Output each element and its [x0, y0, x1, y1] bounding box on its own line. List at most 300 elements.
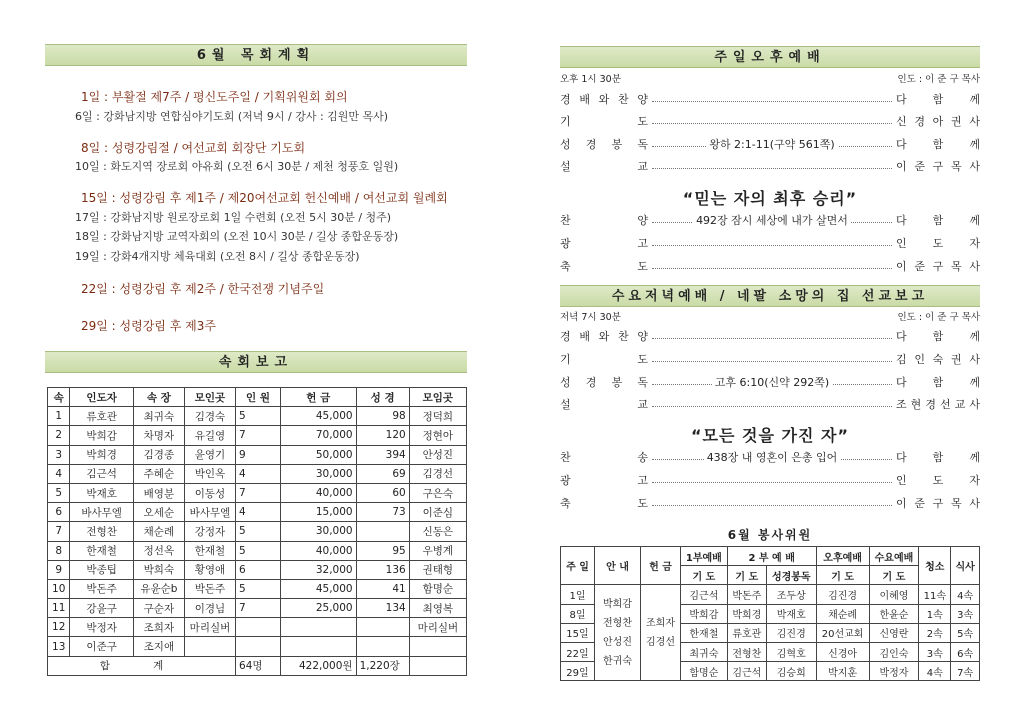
dot-leader — [652, 338, 892, 339]
table-cell: 98 — [356, 407, 409, 426]
label-char: 고 — [637, 237, 648, 250]
duty-cell: 박돈주 — [727, 585, 766, 604]
sunday-order-line — [560, 112, 980, 132]
table-row — [48, 503, 467, 522]
table-cell: 강정자 — [184, 522, 235, 541]
column-header: 헌 금 — [641, 547, 681, 585]
table-cell: 45,000 — [280, 579, 356, 598]
table-cell: 4 — [236, 464, 281, 483]
table-cell: 조희자 — [133, 618, 184, 637]
table-cell: 박희숙 — [133, 560, 184, 579]
person-char: 함 — [932, 330, 944, 343]
table-cell: 박돈주 — [184, 579, 235, 598]
wed-order-after-line — [560, 494, 980, 514]
table-cell: 정현아 — [409, 426, 466, 445]
sunday-order-after-detail — [652, 211, 892, 231]
column-header: 식사 — [951, 547, 980, 585]
total-bible: 1,220장 — [356, 656, 409, 675]
person-char: 함 — [932, 138, 944, 151]
guide-name: 한귀숙 — [603, 655, 632, 667]
week-cell: 22일 — [561, 642, 595, 661]
plan-title-banner: 6월 목회계획 — [45, 44, 467, 66]
person-char: 준 — [914, 260, 925, 273]
plan-item: 29일 : 성령강림 후 제3주 — [81, 319, 216, 333]
label-char: 성 — [560, 138, 571, 151]
duty-cell: 4속 — [919, 662, 951, 681]
table-cell — [236, 618, 281, 637]
table-cell: 박종팁 — [70, 560, 133, 579]
sunday-order-after-person — [894, 211, 980, 231]
person-char: 목 — [950, 260, 962, 273]
column-header: 2 부 예 배 — [727, 547, 816, 566]
table-cell: 이준구 — [70, 637, 133, 656]
table-cell: 류호관 — [70, 407, 133, 426]
table-header-row — [48, 388, 467, 407]
wed-order-person — [894, 373, 980, 393]
person-char: 께 — [969, 93, 980, 106]
label-char: 봉 — [611, 376, 623, 389]
duty-cell: 박희감 — [681, 604, 728, 623]
wed-pm-leader: 인도 : 이 준 구 목사 — [897, 312, 980, 323]
sunday-order-after-label — [560, 211, 648, 231]
table-cell: 이준심 — [409, 503, 466, 522]
label-char: 축 — [560, 497, 571, 510]
wed-order-detail — [652, 373, 892, 393]
plan-item: 17일 : 강화남지방 원로장로회 1일 수련회 (오전 5시 30분 / 청주) — [75, 211, 392, 224]
label-char: 도 — [637, 115, 648, 128]
person-char: 께 — [969, 451, 980, 464]
table-cell: 박돈주 — [70, 579, 133, 598]
table-cell: 김경종 — [133, 445, 184, 464]
week-cell: 15일 — [561, 623, 595, 642]
table-cell: 15,000 — [280, 503, 356, 522]
table-cell: 60 — [356, 483, 409, 502]
table-cell: 45,000 — [280, 407, 356, 426]
table-cell: 5 — [48, 483, 70, 502]
dot-leader — [652, 406, 892, 407]
table-cell — [356, 618, 409, 637]
label-char: 교 — [637, 160, 648, 173]
table-cell: 9 — [236, 445, 281, 464]
duty-cell: 김근석 — [727, 662, 766, 681]
person-char: 사 — [969, 160, 980, 173]
wed-order-after-person — [894, 448, 980, 468]
column-header: 인도자 — [70, 388, 133, 407]
plan-item: 18일 : 강화남지방 교역자회의 (오전 10시 30분 / 길상 종합운동장) — [75, 230, 399, 243]
sunday-order-after-person — [894, 257, 980, 277]
table-cell: 정덕희 — [409, 407, 466, 426]
table-row — [561, 585, 980, 604]
wed-pm-sermon-title: “모든 것을 가진 자” — [691, 426, 849, 445]
wed-order-label — [560, 327, 648, 347]
sunday-order-after-label — [560, 257, 648, 277]
plan-item: 8일 : 성령강림절 / 여선교회 회장단 기도회 — [81, 141, 306, 155]
table-cell: 김근석 — [70, 464, 133, 483]
table-cell: 한재철 — [70, 541, 133, 560]
table-row — [48, 637, 467, 656]
duty-cell: 김진경 — [816, 585, 869, 604]
sunday-order-line — [560, 135, 980, 155]
table-cell: 69 — [356, 464, 409, 483]
label-char: 송 — [637, 451, 648, 464]
person-char: 목 — [950, 497, 962, 510]
sunday-order-label — [560, 135, 648, 155]
duty-cell: 김혁호 — [766, 642, 816, 661]
wed-order-after-person — [894, 494, 980, 514]
duty-cell: 11속 — [919, 585, 951, 604]
person-char: 준 — [914, 160, 925, 173]
label-char: 와 — [598, 330, 610, 343]
person-char: 인 — [896, 474, 907, 487]
person-char: 다 — [896, 93, 907, 106]
duty-cell: 2속 — [919, 623, 951, 642]
person-char: 께 — [969, 330, 980, 343]
table-cell: 41 — [356, 579, 409, 598]
table-cell: 윤영기 — [184, 445, 235, 464]
sunday-pm-sermon-title: “믿는 자의 최후 승리” — [682, 189, 858, 208]
person-char: 아 — [932, 115, 944, 128]
label-char: 도 — [637, 260, 648, 273]
wed-order-after-label — [560, 448, 648, 468]
table-row — [48, 464, 467, 483]
table-cell: 박재호 — [70, 483, 133, 502]
person-char: 다 — [896, 330, 907, 343]
duty-cell: 6속 — [951, 642, 980, 661]
cell-report-title-banner: 속회보고 — [45, 351, 467, 373]
table-row — [48, 579, 467, 598]
person-char: 인 — [896, 237, 907, 250]
plan-item: 15일 : 성령강림 후 제1주 / 제20여선교회 헌신예배 / 여선교회 월례회 — [81, 191, 448, 205]
sunday-order-label — [560, 157, 648, 177]
table-cell: 채순례 — [133, 522, 184, 541]
table-cell: 강윤구 — [70, 599, 133, 618]
duty-cell: 4속 — [951, 585, 980, 604]
detail-text: 왕하 2:1-11(구약 561쪽) — [706, 138, 837, 151]
person-char: 사 — [969, 115, 980, 128]
duty-cell: 5속 — [951, 623, 980, 642]
duty-cell: 20선교회 — [816, 623, 869, 642]
plan-item: 6일 : 강화남지방 연합심야기도회 (저녁 9시 / 강사 : 김원만 목사) — [75, 110, 389, 123]
label-char: 봉 — [611, 138, 623, 151]
table-cell: 바사무엘 — [184, 503, 235, 522]
table-cell: 구은숙 — [409, 483, 466, 502]
sunday-pm-time-row — [560, 73, 980, 87]
table-cell: 7 — [236, 483, 281, 502]
table-cell: 5 — [236, 579, 281, 598]
person-char: 다 — [896, 138, 907, 151]
dot-leader — [652, 101, 892, 102]
table-row — [48, 560, 467, 579]
table-cell: 7 — [48, 522, 70, 541]
label-char: 설 — [560, 160, 571, 173]
table-cell: 394 — [356, 445, 409, 464]
total-people: 64명 — [236, 656, 281, 675]
table-cell: 최귀숙 — [133, 407, 184, 426]
table-cell: 73 — [356, 503, 409, 522]
label-char: 경 — [585, 138, 597, 151]
table-cell: 120 — [356, 426, 409, 445]
dot-leader — [652, 268, 892, 269]
wed-pm-title-banner: 수요저녁예배 / 네팔 소망의 집 선교보고 — [560, 285, 980, 307]
table-cell: 이경님 — [184, 599, 235, 618]
duty-cell: 박재호 — [766, 604, 816, 623]
person-char: 구 — [932, 260, 944, 273]
wed-order-label — [560, 350, 648, 370]
week-cell: 1일 — [561, 585, 595, 604]
sunday-order-after-label — [560, 234, 648, 254]
person-char: 함 — [932, 376, 944, 389]
sunday-order-label — [560, 90, 648, 110]
person-char: 조 — [896, 398, 907, 411]
duty-cell: 1속 — [919, 604, 951, 623]
detail-text: 492장 잠시 세상에 내가 살면서 — [693, 214, 851, 227]
offering-cell — [641, 585, 681, 681]
detail-text: 438장 내 영혼이 은총 입어 — [704, 451, 841, 464]
column-header: 오후예배 — [816, 547, 869, 566]
guide-cell — [595, 585, 641, 681]
table-cell: 안성진 — [409, 445, 466, 464]
label-char: 독 — [637, 138, 648, 151]
table-cell: 4 — [236, 503, 281, 522]
table-cell: 9 — [48, 560, 70, 579]
week-cell: 29일 — [561, 662, 595, 681]
wed-order-after-label — [560, 471, 648, 491]
label-char: 찬 — [560, 214, 571, 227]
table-header-row — [561, 547, 980, 566]
person-char: 함 — [932, 214, 944, 227]
sunday-order-person — [894, 135, 980, 155]
table-cell: 주혜순 — [133, 464, 184, 483]
week-cell: 8일 — [561, 604, 595, 623]
column-header: 모임곳 — [409, 388, 466, 407]
sunday-order-after-line — [560, 234, 980, 254]
column-subheader: 기 도 — [816, 566, 869, 585]
label-char: 배 — [579, 330, 590, 343]
table-cell: 40,000 — [280, 483, 356, 502]
person-char: 함 — [932, 451, 944, 464]
plan-item: 1일 : 부활절 제7주 / 평신도주일 / 기획위원회 회의 — [81, 90, 348, 104]
table-cell: 5 — [236, 541, 281, 560]
column-header: 모인곳 — [184, 388, 235, 407]
table-cell: 전형찬 — [70, 522, 133, 541]
table-cell: 구순자 — [133, 599, 184, 618]
person-char: 이 — [896, 497, 907, 510]
column-header: 안 내 — [595, 547, 641, 585]
table-cell — [236, 637, 281, 656]
label-char: 양 — [637, 330, 648, 343]
table-cell: 40,000 — [280, 541, 356, 560]
duty-cell: 한윤순 — [869, 604, 919, 623]
table-row — [48, 483, 467, 502]
service-committee-title: 6월 봉사위원 — [727, 528, 813, 542]
person-char: 경 — [925, 398, 936, 411]
label-char: 배 — [579, 93, 590, 106]
table-cell: 8 — [48, 541, 70, 560]
column-header: 1부예배 — [681, 547, 728, 566]
duty-cell: 이혜영 — [869, 585, 919, 604]
table-cell: 1 — [48, 407, 70, 426]
column-header: 주 일 — [561, 547, 595, 585]
wed-order-line — [560, 327, 980, 347]
offering-name: 김경선 — [646, 636, 675, 648]
sunday-order-person — [894, 90, 980, 110]
label-char: 찬 — [617, 93, 629, 106]
label-char: 경 — [585, 376, 597, 389]
label-char: 도 — [637, 353, 648, 366]
label-char: 기 — [560, 115, 571, 128]
table-cell: 32,000 — [280, 560, 356, 579]
table-cell: 134 — [356, 599, 409, 618]
offering-name: 조희자 — [646, 617, 675, 629]
duty-cell: 3속 — [951, 604, 980, 623]
duty-cell: 조두상 — [766, 585, 816, 604]
label-char: 광 — [560, 237, 571, 250]
table-cell — [280, 637, 356, 656]
table-cell — [280, 618, 356, 637]
duty-cell: 류호관 — [727, 623, 766, 642]
person-char: 권 — [950, 115, 962, 128]
column-subheader: 성경봉독 — [766, 566, 816, 585]
person-char: 구 — [932, 160, 944, 173]
table-cell: 95 — [356, 541, 409, 560]
table-cell: 박희경 — [70, 445, 133, 464]
table-cell: 유윤순b — [133, 579, 184, 598]
total-row — [48, 656, 467, 675]
table-cell: 5 — [236, 522, 281, 541]
table-cell: 7 — [236, 599, 281, 618]
wed-order-label — [560, 373, 648, 393]
dot-leader — [652, 168, 892, 169]
service-committee-table — [560, 546, 980, 681]
table-cell: 5 — [236, 407, 281, 426]
table-cell: 우병계 — [409, 541, 466, 560]
wed-order-after-person — [894, 471, 980, 491]
table-cell: 박정자 — [70, 618, 133, 637]
person-char: 다 — [896, 214, 907, 227]
table-cell: 6 — [48, 503, 70, 522]
cell-report-table — [47, 387, 467, 676]
table-cell: 7 — [236, 426, 281, 445]
wed-order-line — [560, 350, 980, 370]
table-cell: 박희감 — [70, 426, 133, 445]
total-label: 합 계 — [48, 656, 236, 675]
label-char: 찬 — [617, 330, 629, 343]
column-header: 속 — [48, 388, 70, 407]
sunday-order-after-person — [894, 234, 980, 254]
dot-leader — [652, 482, 892, 483]
column-subheader: 기 도 — [869, 566, 919, 585]
person-char: 현 — [910, 398, 922, 411]
table-row — [48, 426, 467, 445]
table-cell: 10 — [48, 579, 70, 598]
table-cell: 마리실버 — [409, 618, 466, 637]
wed-order-label — [560, 395, 648, 415]
person-char: 이 — [896, 160, 907, 173]
person-char: 준 — [914, 497, 925, 510]
wed-order-after-detail — [652, 448, 892, 468]
person-char: 인 — [914, 353, 925, 366]
table-row — [48, 522, 467, 541]
plan-item: 19일 : 강화4개지방 체육대회 (오전 8시 / 길상 종합운동장) — [75, 250, 360, 263]
column-header: 수요예배 — [869, 547, 919, 566]
table-row — [48, 618, 467, 637]
table-cell: 30,000 — [280, 522, 356, 541]
dot-leader — [652, 123, 892, 124]
table-row — [48, 599, 467, 618]
table-cell: 25,000 — [280, 599, 356, 618]
sunday-order-after-line — [560, 257, 980, 277]
wed-order-person — [894, 350, 980, 370]
duty-cell: 김진경 — [766, 623, 816, 642]
table-cell — [356, 637, 409, 656]
table-cell: 12 — [48, 618, 70, 637]
total-money: 422,000원 — [280, 656, 356, 675]
table-cell: 유길영 — [184, 426, 235, 445]
duty-cell: 채순례 — [816, 604, 869, 623]
sunday-pm-title-banner: 주일오후예배 — [560, 46, 980, 68]
table-cell: 정선옥 — [133, 541, 184, 560]
dot-leader — [652, 245, 892, 246]
person-char: 함 — [932, 93, 944, 106]
table-cell: 황영애 — [184, 560, 235, 579]
sunday-pm-time: 오후 1시 30분 — [560, 74, 621, 85]
sunday-pm-leader: 인도 : 이 준 구 목사 — [897, 74, 980, 85]
person-char: 경 — [914, 115, 925, 128]
sunday-order-label — [560, 112, 648, 132]
label-char: 경 — [560, 93, 571, 106]
column-header: 속 장 — [133, 388, 184, 407]
label-char: 성 — [560, 376, 571, 389]
duty-cell: 한재철 — [681, 623, 728, 642]
duty-cell: 박정자 — [869, 662, 919, 681]
table-cell: 권태형 — [409, 560, 466, 579]
label-char: 찬 — [560, 451, 571, 464]
duty-cell: 박지훈 — [816, 662, 869, 681]
table-cell: 함명순 — [409, 579, 466, 598]
person-char: 사 — [969, 497, 980, 510]
person-char: 자 — [969, 237, 980, 250]
wed-order-after-line — [560, 471, 980, 491]
table-cell: 오세순 — [133, 503, 184, 522]
column-header: 성 경 — [356, 388, 409, 407]
table-row — [48, 445, 467, 464]
wed-order-person — [894, 395, 980, 415]
table-cell: 최영복 — [409, 599, 466, 618]
label-char: 설 — [560, 398, 571, 411]
dot-leader — [652, 505, 892, 506]
sunday-order-after-line — [560, 211, 980, 231]
table-cell — [409, 637, 466, 656]
person-char: 다 — [896, 376, 907, 389]
wed-order-line — [560, 373, 980, 393]
person-char: 이 — [896, 260, 907, 273]
table-cell: 마리실버 — [184, 618, 235, 637]
duty-cell: 박희경 — [727, 604, 766, 623]
table-cell: 배영분 — [133, 483, 184, 502]
sunday-order-line — [560, 157, 980, 177]
table-cell: 11 — [48, 599, 70, 618]
sunday-order-detail — [652, 135, 892, 155]
plan-item: 10일 : 화도지역 장로회 야유회 (오전 6시 30분 / 제천 청풍호 일원) — [75, 160, 399, 173]
duty-cell: 3속 — [919, 642, 951, 661]
table-cell: 4 — [48, 464, 70, 483]
table-cell: 한재철 — [184, 541, 235, 560]
table-cell: 3 — [48, 445, 70, 464]
person-char: 께 — [969, 376, 980, 389]
person-char: 교 — [954, 398, 966, 411]
label-char: 독 — [637, 376, 648, 389]
wed-order-after-line — [560, 448, 980, 468]
